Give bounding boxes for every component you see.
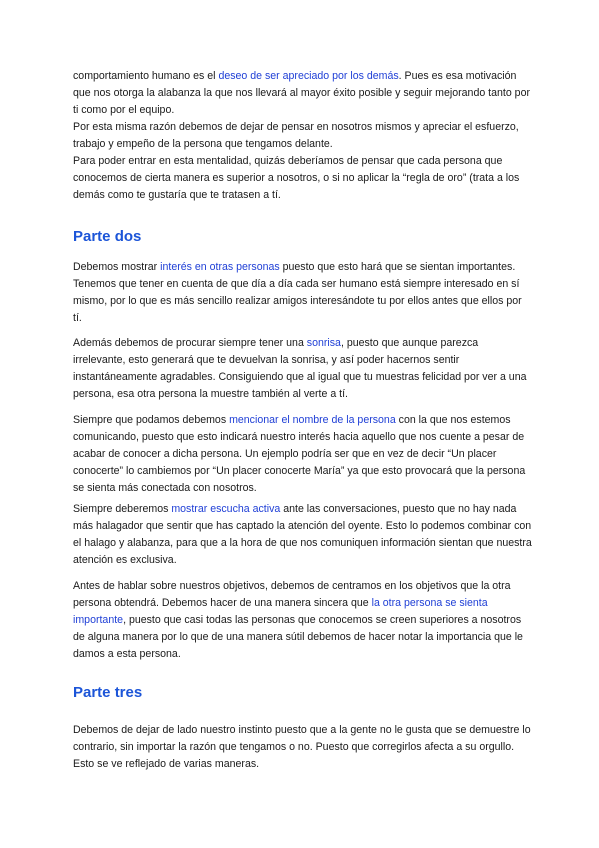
- paragraph-text: Antes de hablar sobre nuestros objetivos, debemos de centramos en los objetivos que la otra persona obtendrá. Debemos hacer de una manera sincera que: [73, 580, 511, 609]
- paragraph-text: con la que nos estemos comunicando, puesto que esto indicará nuestro interés hacia aquello que nos cuente a pesar de acabar de conocer a dicha persona. Un ejemplo podría ser que en vez de decir “Un placer conocerte” lo cambiemos por “Un placer conocerte María” ya que esto provocará que la persona se sienta más conectada con nosotros.: [73, 414, 526, 494]
- paragraph-mentalidad: Para poder entrar en esta mentalidad, quizás deberíamos de pensar que cada persona que conocemos de cierta manera es superior a nosotros, o si no aplicar la “regla de oro” (trata a los demás como te gustaría que te tratasen a tí.: [73, 155, 520, 201]
- link-sonrisa[interactable]: sonrisa: [306, 337, 341, 349]
- paragraph-instinto: Debemos de dejar de lado nuestro instinto puesto que a la gente no le gusta que se demuestre lo contrario, sin importar la razón que tengamos o no. Puesto que corregirlos afecta a su orgullo. Esto se ve reflejado de varias maneras.: [73, 724, 531, 770]
- paragraph-text: comportamiento humano es el: [73, 70, 219, 82]
- link-mencionar-nombre[interactable]: mencionar el nombre de la persona: [229, 414, 396, 426]
- link-deseo-apreciado[interactable]: deseo de ser apreciado por los demás: [218, 70, 399, 82]
- paragraph-text: Siempre deberemos: [73, 503, 172, 515]
- paragraph-text: . Pues es esa motivación que nos otorga la alabanza la que nos llevará al mayor éxito posible y seguir mejorando tanto por ti como por el equipo.: [73, 70, 530, 116]
- paragraph-text: , puesto que aunque parezca irrelevante, esto generará que te devuelvan la sonrisa, y así poder hacernos sentir instantáneamente agradables. Consiguiendo que al igual que tu muestras felicidad por ver a una persona, esa otra persona la muestre también al verte a tí.: [73, 337, 527, 400]
- heading-parte-dos: Parte dos: [73, 228, 142, 245]
- paragraph-misma-razon: Por esta misma razón debemos de dejar de pensar en nosotros mismos y apreciar el esfuerzo, trabajo y empeño de la persona que tengamos delante.: [73, 121, 519, 150]
- paragraph-text: puesto que esto hará que se sientan importantes. Tenemos que tener en cuenta de que día a día cada ser humano está siempre interesado en sí mismo, por lo que es más sencillo realizar amigos interesándote tu por ellos antes que ellos por tí.: [73, 261, 522, 324]
- paragraph-text: Además debemos de procurar siempre tener una: [73, 337, 307, 349]
- paragraph-interes: [73, 259, 533, 327]
- paragraph-sonrisa: [73, 335, 533, 403]
- paragraph-escucha: [73, 501, 533, 569]
- paragraph-text: Debemos mostrar: [73, 261, 161, 273]
- paragraph-text: ante las conversaciones, puesto que no hay nada más halagador que sentir que has captado la atención del oyente. Esto lo podemos combinar con el halago y alabanza, para que a la hora de que nos comuniquen información sientan que nuestra atención es exclusiva.: [73, 503, 532, 566]
- link-interes-otras-personas[interactable]: interés en otras personas: [160, 261, 280, 273]
- link-escucha-activa[interactable]: mostrar escucha activa: [171, 503, 281, 515]
- paragraph-text: , puesto que casi todas las personas que conocemos se creen superiores a nosotros de alguna manera por lo que de una manera sútil debemos de hacer notar la importancia que le damos a esta persona.: [73, 614, 523, 660]
- paragraph-nombre: [73, 412, 533, 497]
- paragraph-text: Siempre que podamos debemos: [73, 414, 230, 426]
- paragraph-objetivos: [73, 578, 533, 663]
- heading-parte-tres: Parte tres: [73, 684, 143, 701]
- link-persona-importante[interactable]: la otra persona se sienta importante: [73, 597, 488, 626]
- paragraph-apreciado: [73, 68, 533, 119]
